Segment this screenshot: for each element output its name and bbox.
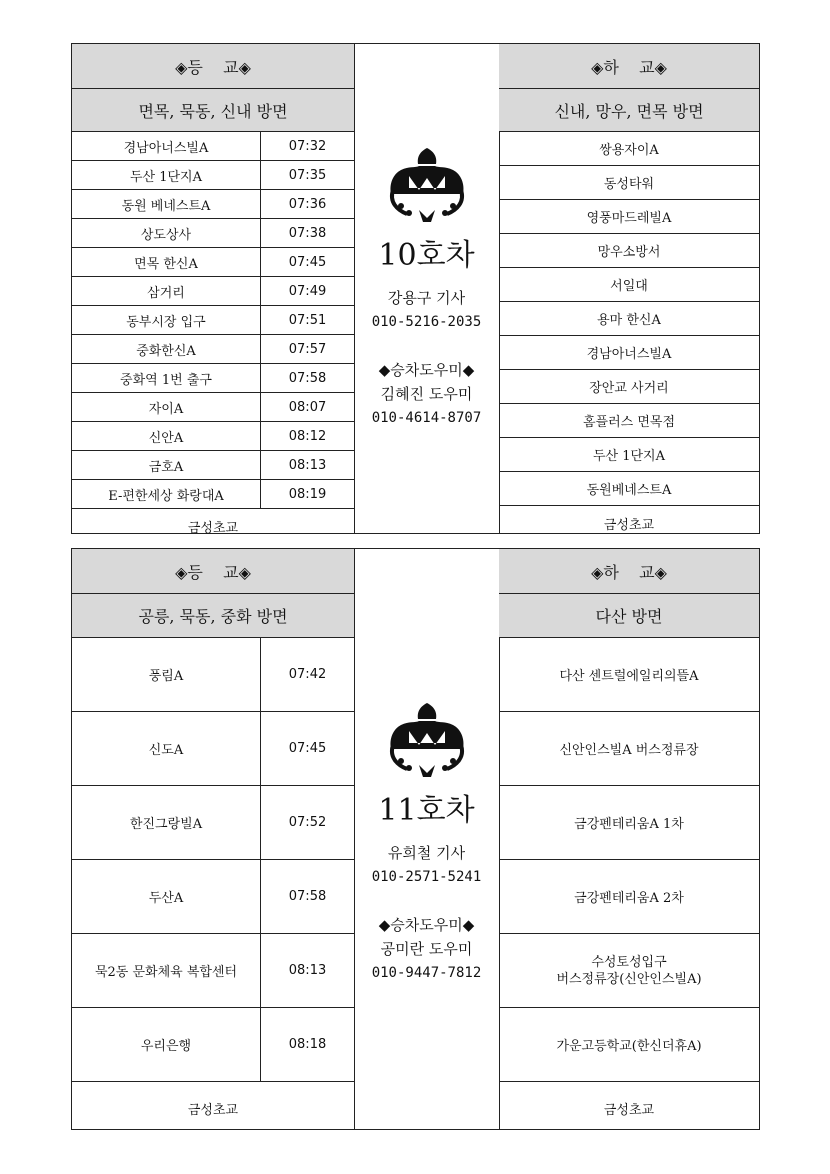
stop-name: 자이A [72, 393, 261, 421]
destination-name: 금성초교 [603, 517, 655, 533]
stop-time: 07:32 [288, 138, 327, 154]
stop-time: 07:58 [288, 370, 327, 386]
stop-row [72, 712, 354, 786]
morning-column [72, 549, 355, 1129]
return-stop-name: 가운고등학교(한신더휴A) [556, 1039, 702, 1054]
stop-row [72, 190, 354, 219]
stop-time: 08:13 [288, 457, 327, 473]
bus-info-column [354, 44, 500, 533]
afternoon-column [499, 44, 759, 533]
afternoon-region: 신내, 망우, 면목 방면 [499, 89, 759, 132]
destination-row [499, 506, 759, 540]
return-stop-row [499, 200, 759, 234]
stop-name: 면목 한신A [72, 248, 261, 276]
morning-region: 면목, 묵동, 신내 방면 [72, 89, 354, 132]
bus-info-column [354, 549, 500, 1129]
school-logo-icon [379, 144, 475, 228]
stop-name: 삼거리 [72, 277, 261, 305]
stop-time: 07:49 [288, 283, 327, 299]
afternoon-title: ◈하 교◈ [499, 549, 759, 594]
morning-title: ◈등 교◈ [72, 44, 354, 89]
helper-phone: 010-4614-8707 [371, 410, 482, 426]
afternoon-region: 다산 방면 [499, 594, 759, 638]
return-stop-row [499, 934, 759, 1008]
stop-row [72, 451, 354, 480]
return-stop-name: 서일대 [610, 279, 648, 294]
stop-time: 07:51 [288, 312, 327, 328]
stop-time: 08:18 [288, 1037, 327, 1052]
driver-phone: 010-2571-5241 [371, 869, 482, 885]
stop-time: 07:45 [288, 741, 327, 756]
stop-name: 풍림A [72, 638, 261, 711]
helper-name: 김혜진 도우미 [380, 385, 473, 403]
return-stop-row [499, 786, 759, 860]
stop-name: 두산 1단지A [72, 161, 261, 189]
stop-time: 08:13 [288, 963, 327, 978]
return-stop-row [499, 860, 759, 934]
stop-row [72, 638, 354, 712]
stop-row [72, 393, 354, 422]
stop-row [72, 480, 354, 509]
stop-name: E-편한세상 화랑대A [72, 480, 261, 508]
return-stop-name: 망우소방서 [597, 245, 661, 260]
morning-column [72, 44, 355, 536]
helper-phone: 010-9447-7812 [371, 965, 482, 981]
stop-name: 동부시장 입구 [72, 306, 261, 334]
destination-row [72, 1082, 354, 1134]
stop-row [72, 860, 354, 934]
return-stop-name: 수성토성입구 버스정류장(신안인스빌A) [556, 954, 702, 987]
stop-row [72, 364, 354, 393]
bus-number: 11호차 [378, 793, 475, 828]
school-logo-icon [379, 699, 475, 783]
return-stop-name: 홈플러스 면목점 [582, 415, 676, 430]
destination-name: 금성초교 [187, 520, 239, 536]
stop-row [72, 335, 354, 364]
driver-name: 강용구 기사 [387, 289, 466, 307]
schedule-panel-bus-11 [71, 548, 760, 1130]
stop-time: 08:19 [288, 486, 327, 502]
destination-name: 금성초교 [187, 1102, 239, 1118]
stop-row [72, 306, 354, 335]
stop-time: 07:52 [288, 815, 327, 830]
driver-phone: 010-5216-2035 [371, 314, 482, 330]
stop-name: 경남아너스빌A [72, 132, 261, 160]
destination-name: 금성초교 [603, 1102, 655, 1118]
stop-name: 금호A [72, 451, 261, 479]
return-stop-row [499, 712, 759, 786]
return-stop-row [499, 404, 759, 438]
destination-row [499, 1082, 759, 1134]
return-stop-row [499, 336, 759, 370]
stop-time: 07:45 [288, 254, 327, 270]
stop-row [72, 277, 354, 306]
driver-name: 유희철 기사 [387, 844, 466, 862]
stop-name: 상도상사 [72, 219, 261, 247]
return-stop-row [499, 1008, 759, 1082]
return-stop-row [499, 370, 759, 404]
stop-time: 07:38 [288, 225, 327, 241]
return-stop-name: 신안인스빌A 버스정류장 [559, 743, 699, 758]
stop-name: 두산A [72, 860, 261, 933]
afternoon-title: ◈하 교◈ [499, 44, 759, 89]
return-stop-name: 동원베네스트A [586, 483, 672, 498]
schedule-panel-bus-10 [71, 43, 760, 534]
morning-region: 공릉, 묵동, 중화 방면 [72, 594, 354, 638]
return-stop-name: 금강펜테리움A 1차 [574, 817, 684, 832]
return-stop-name: 장안교 사거리 [589, 381, 669, 396]
stop-name: 한진그랑빌A [72, 786, 261, 859]
stop-time: 07:42 [288, 667, 327, 682]
stop-time: 07:57 [288, 341, 327, 357]
return-stop-name: 경남아너스빌A [586, 347, 672, 362]
return-stop-name: 다산 센트럴에일리의뜰A [559, 669, 699, 684]
stop-name: 우리은행 [72, 1008, 261, 1081]
stop-time: 07:36 [288, 196, 327, 212]
stop-row [72, 248, 354, 277]
return-stop-row [499, 166, 759, 200]
return-stop-row [499, 234, 759, 268]
destination-row [72, 509, 354, 543]
bus-number: 10호차 [378, 238, 475, 273]
return-stop-name: 동성타워 [603, 177, 655, 192]
stop-row [72, 422, 354, 451]
stop-row [72, 219, 354, 248]
stop-name: 중화역 1번 출구 [72, 364, 261, 392]
return-stop-row [499, 302, 759, 336]
stop-name: 신도A [72, 712, 261, 785]
stop-row [72, 1008, 354, 1082]
stop-name: 묵2동 문화체육 복합센터 [72, 934, 261, 1007]
stop-row [72, 934, 354, 1008]
return-stop-name: 두산 1단지A [592, 449, 666, 464]
return-stop-row [499, 472, 759, 506]
return-stop-row [499, 268, 759, 302]
stop-name: 중화한신A [72, 335, 261, 363]
return-stop-row [499, 438, 759, 472]
helper-title: ◆승차도우미◆ [378, 916, 475, 934]
helper-name: 공미란 도우미 [380, 940, 473, 958]
stop-time: 07:58 [288, 889, 327, 904]
return-stop-name: 영풍마드레빌A [586, 211, 672, 226]
return-stop-name: 쌍용자이A [599, 143, 659, 158]
morning-title: ◈등 교◈ [72, 549, 354, 594]
afternoon-column [499, 549, 759, 1129]
return-stop-name: 금강펜테리움A 2차 [574, 891, 684, 906]
stop-time: 08:07 [288, 399, 327, 415]
stop-name: 동원 베네스트A [72, 190, 261, 218]
stop-time: 08:12 [288, 428, 327, 444]
return-stop-row [499, 638, 759, 712]
return-stop-row [499, 132, 759, 166]
stop-row [72, 786, 354, 860]
stop-time: 07:35 [288, 167, 327, 183]
stop-name: 신안A [72, 422, 261, 450]
stop-row [72, 161, 354, 190]
helper-title: ◆승차도우미◆ [378, 361, 475, 379]
stop-row [72, 132, 354, 161]
return-stop-name: 용마 한신A [597, 313, 661, 328]
